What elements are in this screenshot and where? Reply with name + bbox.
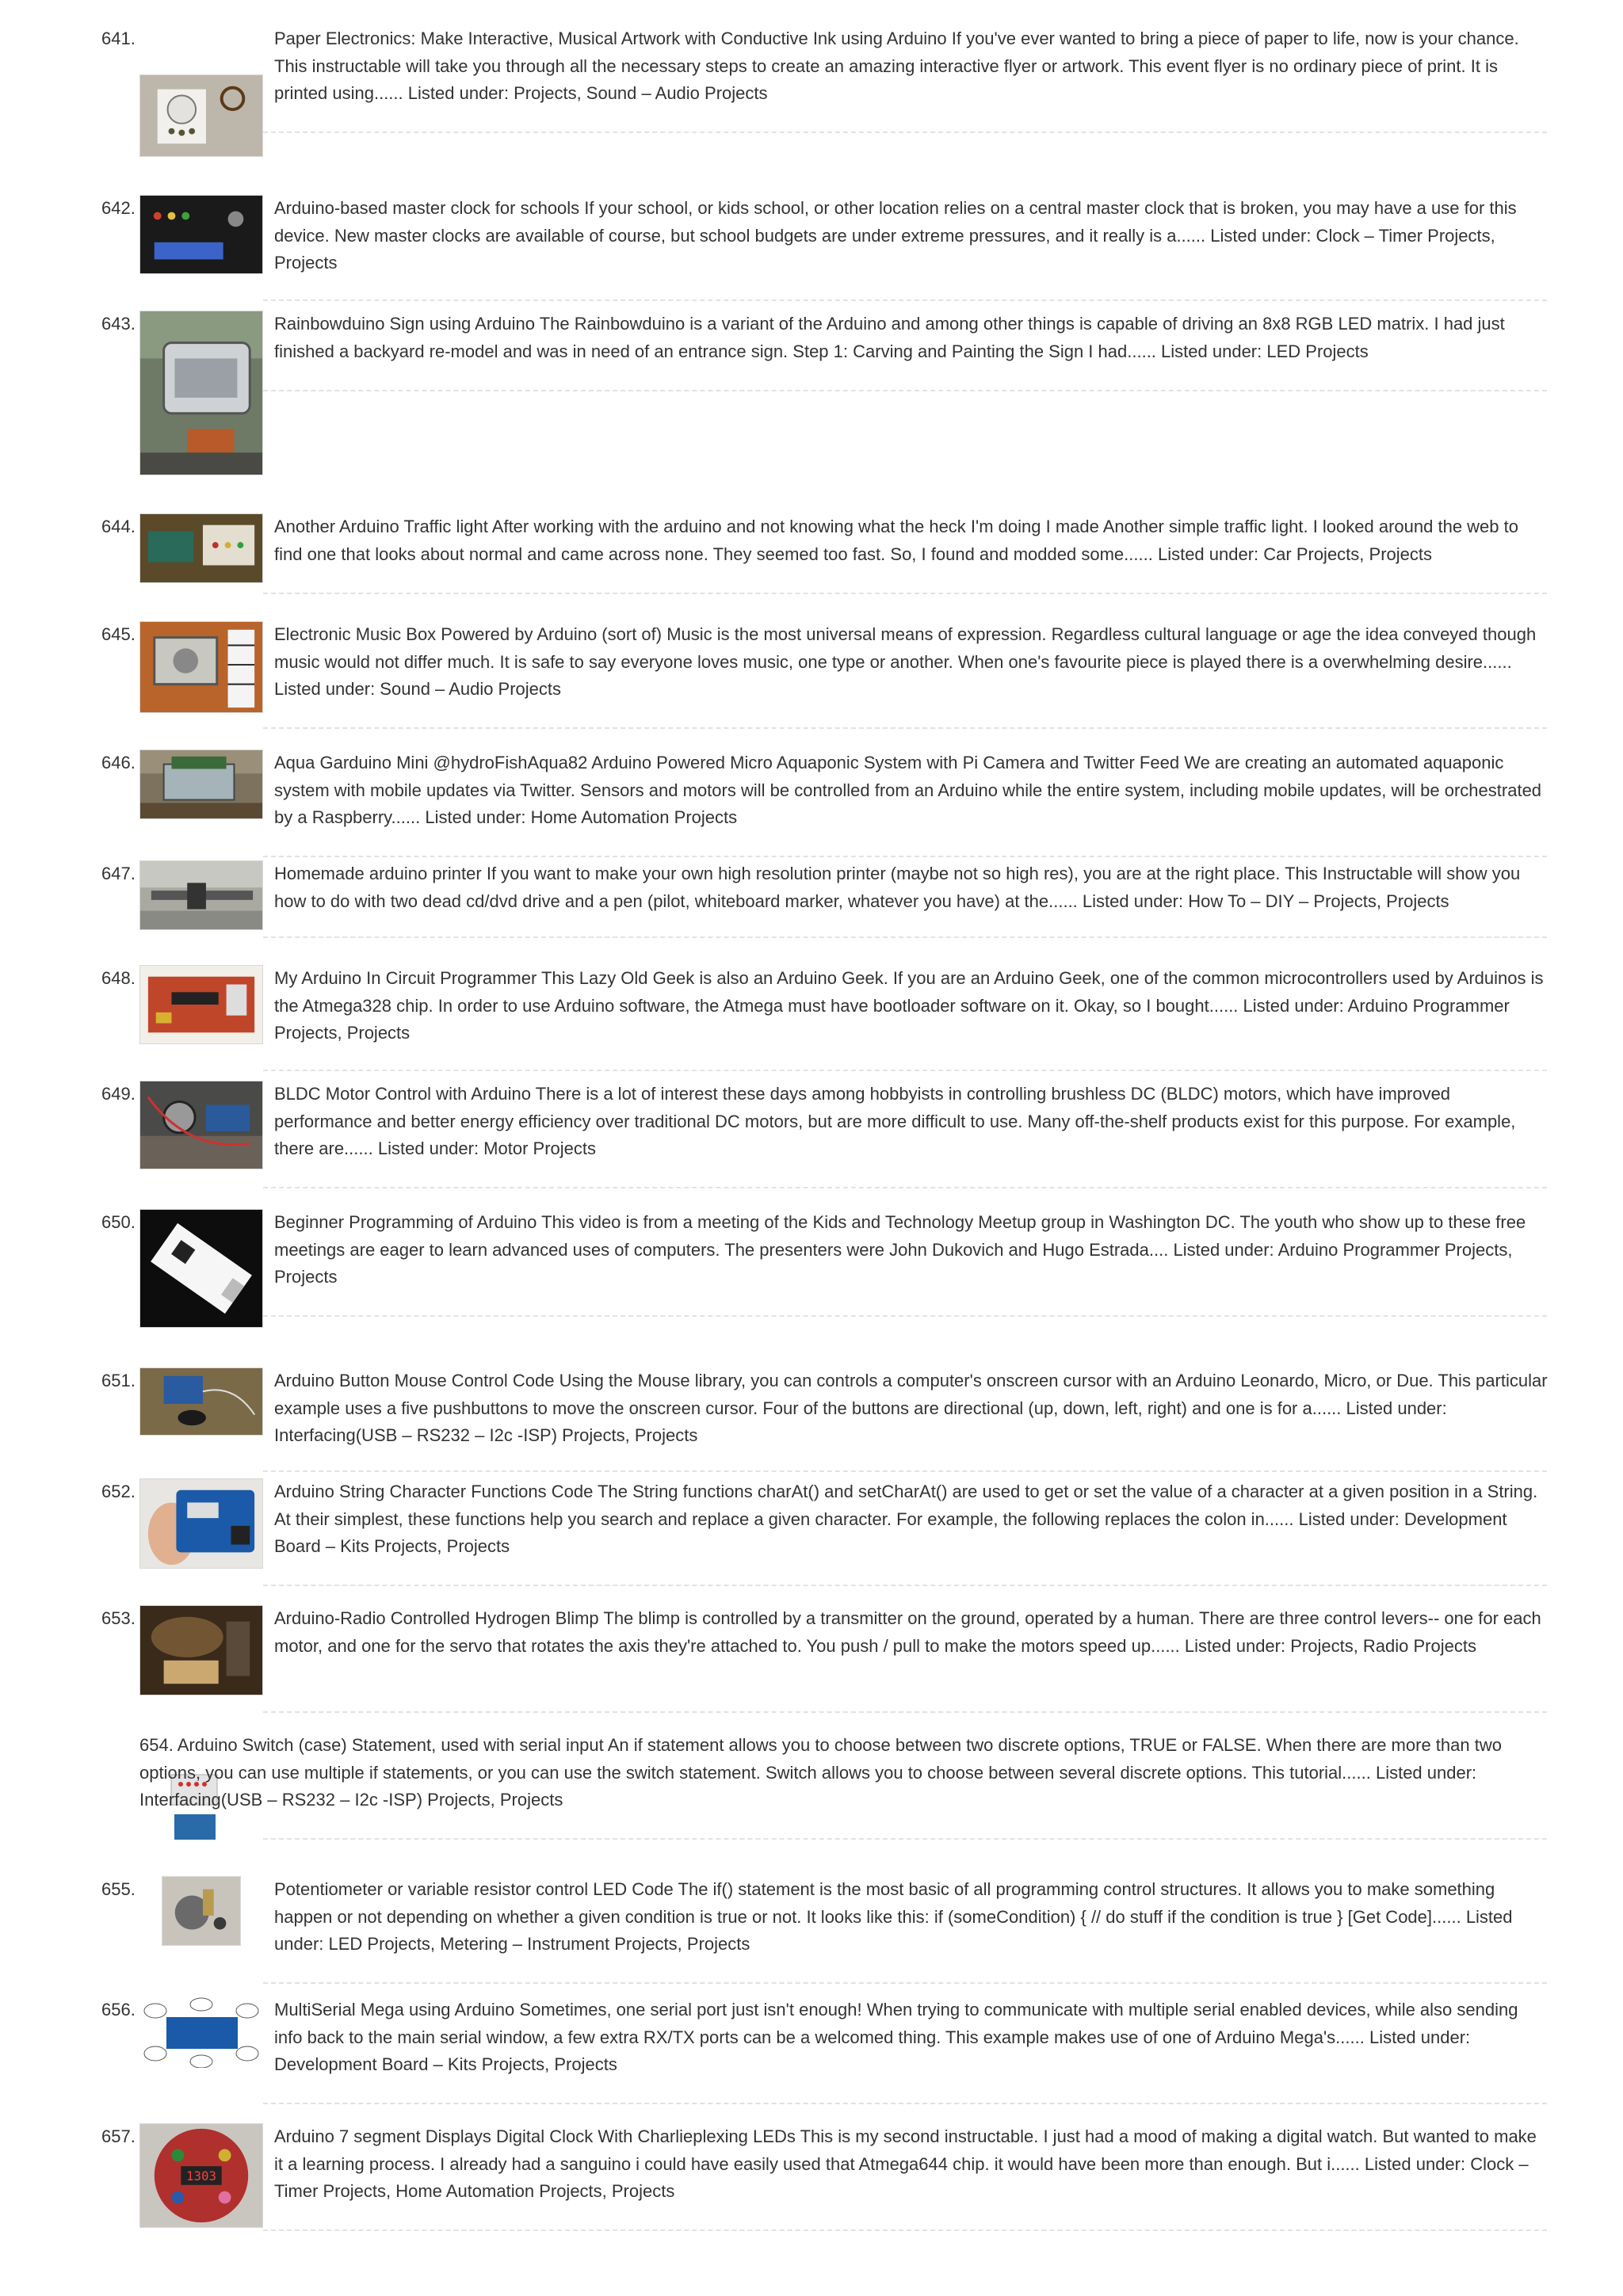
entry-description [274, 2123, 1550, 2206]
entry-excerpt: We are creating an automated aquaponic system with mobile updates via Twitter. Sensors and motors will be controlled from an Arduino while the entire system, including mobile updates, will be orchestrated by a Raspberry...... [274, 753, 1542, 827]
entry-title-link[interactable]: Paper Electronics: Make Interactive, Musical Artwork with Conductive Ink using Arduino [274, 29, 947, 48]
entry-categories: Listed under: Development Board – Kits Projects, Projects [274, 1508, 1507, 1556]
entry-number: 643. [101, 314, 136, 334]
multiserial-mega-thumbnail[interactable] [139, 1997, 263, 2068]
separator [263, 390, 1547, 391]
entry-title-link[interactable]: Potentiometer or variable resistor control LED Code [274, 1879, 674, 1899]
potentiometer-thumbnail[interactable] [162, 1876, 241, 1946]
entry-excerpt: There is a lot of interest these days among hobbyists in controlling brushless DC (BLDC) motors, which have improved performance and better energy efficiency over traditional DC motors, but are more difficult to use. Many off-the-shelf products exist for this purpose. For example, there are...... [274, 1084, 1516, 1158]
entry-title-link[interactable]: Arduino Button Mouse Control Code [274, 1371, 555, 1390]
entry-description [274, 1997, 1550, 2079]
entry-title-link[interactable]: Arduino Switch (case) Statement, used with serial input [177, 1735, 604, 1755]
entry-title-link[interactable]: Homemade arduino printer [274, 864, 482, 883]
entry-title-link[interactable]: My Arduino In Circuit Programmer [274, 968, 537, 988]
entry-excerpt: Music is the most universal means of expression. Regardless cultural language or age the idea conveyed though music would not differ much. It is safe to say everyone loves music, one type or another. When one's favourite piece is played there is a overwhelming desire...... [274, 624, 1537, 672]
entry-title-link[interactable]: Beginner Programming of Arduino [274, 1212, 537, 1232]
entry-excerpt: The String functions charAt() and setCharAt() are used to get or set the value of a character at a given position in a String. At their simplest, these functions help you search and replace a given character. For example, the following replaces the colon in...... [274, 1482, 1538, 1529]
entry-excerpt: Using the Mouse library, you can controls a computer's onscreen cursor with an Arduino Leonardo, Micro, or Due. This particular example uses a five pushbuttons to move the onscreen cursor. Four of the buttons are directional (up, down, left, right) and one is for a...... [274, 1371, 1548, 1418]
entry-excerpt: After working with the arduino and not knowing what the heck I'm doing I made Another simple traffic light. I looked around the web to find one that looks about normal and came across none. They seemed too fast. So, I found and modded some...... [274, 517, 1518, 564]
entry-number: 655. [101, 1879, 136, 1899]
entry-number: 654. [139, 1735, 174, 1755]
entry-description [274, 1605, 1550, 1660]
entry-number: 657. [101, 2126, 136, 2146]
entry-number: 648. [101, 968, 136, 988]
separator [263, 856, 1547, 857]
entry-description [274, 195, 1550, 277]
entry-excerpt: If you want to make your own high resolution printer (maybe not so high res), you are at the right place. This Instructable will show you how to do with two dead cd/dvd drive and a pen (pilot, whiteboard marker, whatever you have) at the...... [274, 864, 1521, 911]
entry-categories: Listed under: LED Projects, Metering – Instrument Projects, Projects [274, 1906, 1513, 1954]
entry-categories: Listed under: Clock – Timer Projects, Home Automation Projects, Projects [274, 2153, 1529, 2201]
separator [263, 2103, 1547, 2104]
entry-description [274, 25, 1550, 108]
printer-thumbnail[interactable] [139, 860, 263, 930]
entry-number: 649. [101, 1084, 136, 1104]
entry-categories: Listed under: Arduino Programmer Projects, Projects [274, 995, 1510, 1043]
separator [263, 1470, 1547, 1472]
entry-title-link[interactable]: BLDC Motor Control with Arduino [274, 1084, 532, 1104]
entry-title-link[interactable]: Electronic Music Box Powered by Arduino (sort of) [274, 624, 663, 644]
entry-categories: Listed under: Motor Projects [377, 1138, 596, 1158]
entry-title-link[interactable]: Arduino-Radio Controlled Hydrogen Blimp [274, 1608, 599, 1628]
entry-categories: Listed under: How To – DIY – Projects, Projects [1082, 891, 1449, 911]
entry-categories: Listed under: Clock – Timer Projects, Projects [274, 225, 1495, 273]
music-box-thumbnail[interactable] [139, 621, 263, 713]
entry-number: 647. [101, 864, 136, 883]
entry-categories: Listed under: Sound – Audio Projects [274, 679, 562, 699]
master-clock-thumbnail[interactable] [139, 195, 263, 274]
entry-description [274, 965, 1550, 1047]
aquaponic-thumbnail[interactable] [139, 749, 263, 819]
entry-number: 656. [101, 2000, 136, 2019]
separator [263, 727, 1547, 729]
separator [263, 1838, 1547, 1840]
entry-excerpt: An if statement allows you to choose between two discrete options, TRUE or FALSE. When there are more than two options, you can use multiple if statements, or you can use the switch statement. Switch allows you to choose between several discrete options. This tutorial...... [139, 1735, 1502, 1783]
entry-title-link[interactable]: Arduino String Character Functions Code [274, 1482, 594, 1501]
entry-categories: Listed under: Interfacing(USB – RS232 – I2c -ISP) Projects, Projects [274, 1398, 1447, 1445]
entry-number: 644. [101, 517, 136, 536]
entry-categories: Listed under: Home Automation Projects [425, 807, 738, 827]
entry-number: 641. [101, 29, 136, 48]
entry-excerpt: This Lazy Old Geek is also an Arduino Geek. If you are an Arduino Geek, one of the common microcontrollers used by Arduinos is the Atmega328 chip. In order to use Arduino software, the Atmega must have bootloader software on it. Okay, so I bought...... [274, 968, 1544, 1016]
entry-number: 651. [101, 1371, 136, 1390]
entry-title-link[interactable]: Another Arduino Traffic light [274, 517, 488, 536]
string-functions-thumbnail[interactable] [139, 1478, 263, 1569]
separator [263, 593, 1547, 594]
entry-title-link[interactable]: MultiSerial Mega using Arduino [274, 2000, 515, 2019]
entry-description [274, 1876, 1550, 1958]
entry-excerpt: If you've ever wanted to bring a piece of paper to life, now is your chance. This instructable will take you through all the necessary steps to create an amazing interactive flyer or artwork. This event flyer is no ordinary piece of print. It is printed using...... [274, 29, 1519, 103]
separator [263, 1585, 1547, 1586]
entry-categories: Listed under: LED Projects [1161, 341, 1369, 361]
traffic-light-thumbnail[interactable] [139, 513, 263, 583]
entry-number: 652. [101, 1482, 136, 1501]
entry-title-link[interactable]: Rainbowduino Sign using Arduino [274, 314, 536, 334]
button-mouse-thumbnail[interactable] [139, 1367, 263, 1436]
separator [263, 2229, 1547, 2231]
entry-number: 650. [101, 1212, 136, 1232]
bldc-motor-thumbnail[interactable] [139, 1081, 263, 1169]
paper-electronics-thumbnail[interactable] [139, 74, 263, 157]
entry-title-link[interactable]: Arduino 7 segment Displays Digital Clock With Charlieplexing LEDs [274, 2126, 796, 2146]
blimp-thumbnail[interactable] [139, 1605, 263, 1695]
programmer-thumbnail[interactable] [139, 965, 263, 1044]
entry-description [274, 513, 1550, 568]
separator [263, 1315, 1547, 1317]
rainbowduino-sign-thumbnail[interactable] [139, 311, 263, 475]
entry-description [139, 1732, 1550, 1814]
entry-categories: Listed under: Arduino Programmer Projects, Projects [274, 1239, 1513, 1287]
entry-number: 653. [101, 1608, 136, 1628]
entry-excerpt: This is my second instructable. I just had a mood of making a digital watch. But wanted to make it a learning process. I already had a sanguino i could have easily used that Atmega644 chip. it would have been more than enough. But i...... [274, 2126, 1537, 2174]
entry-title-link[interactable]: Aqua Garduino Mini @hydroFishAqua82 Arduino Powered Micro Aquaponic System with Pi Camera and Twitter Feed [274, 753, 1180, 772]
entry-excerpt: If your school, or kids school, or other location relies on a central master clock that is broken, you may have a use for this device. New master clocks are available of course, but school budgets are under extreme pressures, and it really is a...... [274, 198, 1517, 246]
entry-excerpt: The Rainbowduino is a variant of the Arduino and among other things is capable of driving an 8x8 RGB LED matrix. I had just finished a backyard re-model and was in need of an entrance sign. Step 1: Carving and Painting the Sign I had...... [274, 314, 1505, 361]
separator [263, 1187, 1547, 1188]
entry-number: 642. [101, 198, 136, 218]
clock-display-text: 1303 [185, 2168, 217, 2183]
entry-description [274, 1081, 1550, 1163]
entry-title-link[interactable]: Arduino-based master clock for schools [274, 198, 580, 218]
separator [263, 936, 1547, 938]
entry-description [274, 1367, 1550, 1450]
entry-categories: Listed under: Interfacing(USB – RS232 – I2c -ISP) Projects, Projects [139, 1762, 1477, 1810]
separator [263, 132, 1547, 133]
separator [263, 1070, 1547, 1071]
entry-number: 645. [101, 624, 136, 644]
entry-excerpt: This video is from a meeting of the Kids and Technology Meetup group in Washington DC. The youth who show up to these free meetings are eager to learn advanced uses of computers. The presenters were John Dukovich and Hugo Estrada.... [274, 1212, 1526, 1260]
entry-categories: Listed under: Development Board – Kits Projects, Projects [274, 2027, 1471, 2074]
entry-description [274, 311, 1550, 365]
entry-description [274, 1478, 1550, 1561]
separator [263, 299, 1547, 301]
entry-number: 646. [101, 753, 136, 772]
separator [263, 1711, 1547, 1713]
entry-excerpt: The if() statement is the most basic of all programming control structures. It allows you to make something happen or not depending on whether a given condition is true or not. It looks like this: if (someCondition) { // do stuff if the condition is true } [Get Code]...... [274, 1879, 1495, 1927]
entry-description [274, 860, 1550, 915]
entry-categories: Listed under: Car Projects, Projects [1157, 543, 1432, 564]
entry-categories: Listed under: Projects, Sound – Audio Projects [407, 83, 768, 103]
entry-excerpt: The blimp is controlled by a transmitter on the ground, operated by a human. There are three control levers-- one for each motor, and one for the servo that rotates the axis they're attached to. You push / pull to make the motors speed up...... [274, 1608, 1541, 1656]
digital-clock-thumbnail[interactable] [139, 2123, 263, 2228]
entry-categories: Listed under: Projects, Radio Projects [1184, 1635, 1476, 1656]
entry-description [274, 1209, 1550, 1291]
entry-description [274, 621, 1550, 704]
entry-excerpt: Sometimes, one serial port just isn't enough! When trying to communicate with multiple serial enabled devices, while also sending info back to the main serial window, a few extra RX/TX ports can be a welcomed thing. This example makes use of one of Arduino Mega's...... [274, 2000, 1518, 2047]
entry-description [274, 749, 1550, 832]
beginner-programming-thumbnail[interactable] [139, 1209, 263, 1328]
separator [263, 1982, 1547, 1984]
